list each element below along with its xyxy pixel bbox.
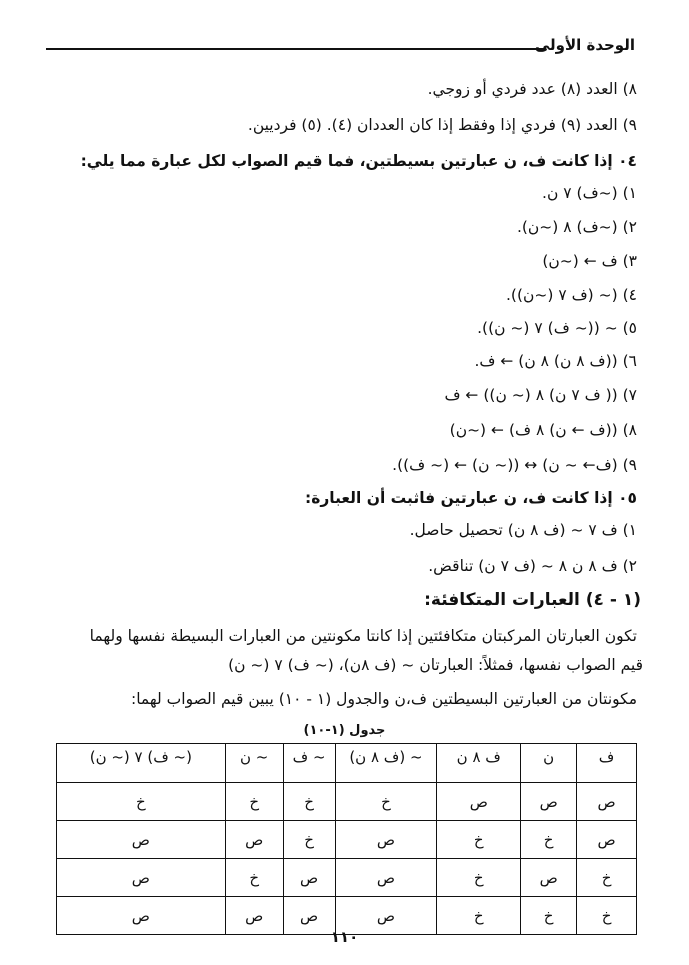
paragraph-line: قيم الصواب نفسها، فمثلاً: العبارتان ~ (ف ٨ن)، (~ ف) ٧ (~ ن): [228, 656, 643, 674]
table-cell: ص: [283, 859, 335, 897]
table-row: [57, 821, 637, 859]
question-5-prompt: ٠٥ إذا كانت ف، ن عبارتين فاثبت أن العبارة:: [305, 489, 637, 507]
list-item: ٣) ف ← (~ن): [542, 252, 637, 270]
table-cell: خ: [577, 897, 637, 935]
running-header-title: الوحدة الأولى: [534, 36, 635, 54]
table-cell: خ: [57, 783, 226, 821]
table-header-cell: ~ ف: [283, 744, 335, 783]
table-cell: خ: [437, 859, 521, 897]
table-cell: ص: [577, 783, 637, 821]
table-cell: ص: [521, 859, 577, 897]
table-cell: ص: [335, 897, 437, 935]
list-item: ٩) العدد (٩) فردي إذا وفقط إذا كان العددان (٤). (٥) فرديين.: [247, 116, 637, 134]
table-cell: خ: [225, 783, 283, 821]
table-cell: ص: [57, 859, 226, 897]
list-item: ٥) ~ ((~ ف) ٧ (~ ن)).: [477, 319, 637, 337]
table-cell: خ: [283, 821, 335, 859]
list-item: ٦) ((ف ٨ ن) ٨ ن) ← ف.: [474, 352, 637, 370]
list-item: ٧) (( ف ٧ ن) ٨ (~ ن)) ← ف: [444, 386, 637, 404]
table-cell: ص: [225, 821, 283, 859]
table-cell: ص: [335, 859, 437, 897]
table-cell: خ: [335, 783, 437, 821]
table-cell: ص: [225, 897, 283, 935]
table-row: [57, 783, 637, 821]
list-item: ١) (~ف) ٧ ن.: [542, 184, 637, 202]
header-rule: [46, 48, 546, 50]
table-header-cell: ~ ن: [225, 744, 283, 783]
table-cell: خ: [521, 821, 577, 859]
table-cell: خ: [577, 859, 637, 897]
question-4-prompt: ٠٤ إذا كانت ف، ن عبارتين بسيطتين، فما قيم الصواب لكل عبارة مما يلي:: [80, 152, 637, 170]
truth-table: [56, 743, 637, 935]
table-cell: ص: [283, 897, 335, 935]
table-header-row: [57, 744, 637, 783]
table-cell: خ: [437, 821, 521, 859]
table-cell: خ: [225, 859, 283, 897]
list-item: ٢) (~ف) ٨ (~ن).: [516, 218, 637, 236]
table-header-cell: ف: [577, 744, 637, 783]
list-item: ٨) العدد (٨) عدد فردي أو زوجي.: [427, 80, 637, 98]
list-item: ٤) (~ (ف ٧ (~ن)).: [505, 286, 637, 304]
table-row: [57, 859, 637, 897]
section-heading: (١ - ٤) العبارات المتكافئة:: [424, 590, 641, 610]
table-cell: ص: [577, 821, 637, 859]
page-number: ١١٠: [330, 928, 359, 946]
table-header-cell: ~ (ف ٨ ن): [335, 744, 437, 783]
table-cell: خ: [283, 783, 335, 821]
table-header-cell: ف ٨ ن: [437, 744, 521, 783]
list-item: ٢) ف ٨ ن ٨ ~ (ف ٧ ن) تناقض.: [428, 557, 637, 575]
table-cell: ص: [437, 783, 521, 821]
table-header-cell: ن: [521, 744, 577, 783]
table-header-cell: (~ ف) ٧ (~ ن): [57, 744, 226, 783]
table-cell: خ: [437, 897, 521, 935]
list-item: ١) ف ٧ ~ (ف ٨ ن) تحصيل حاصل.: [409, 521, 637, 539]
table-caption: جدول (١-١٠): [303, 723, 386, 738]
paragraph-line: تكون العبارتان المركبتان متكافئتين إذا كانتا مكونتين من العبارات البسيطة نفسها ولهما: [89, 627, 637, 645]
list-item: ٩) (ف← ~ ن) ↔ ((~ ن) ← (~ ف)).: [392, 456, 637, 474]
table-cell: خ: [521, 897, 577, 935]
list-item: ٨) ((ف ← ن) ٨ ف) ← (~ن): [449, 421, 637, 439]
table-cell: ص: [57, 821, 226, 859]
table-cell: ص: [335, 821, 437, 859]
paragraph-line: مكونتان من العبارتين البسيطتين ف،ن والجدول (١ - ١٠) يبين قيم الصواب لهما:: [130, 690, 637, 708]
table-cell: ص: [521, 783, 577, 821]
table-cell: ص: [57, 897, 226, 935]
